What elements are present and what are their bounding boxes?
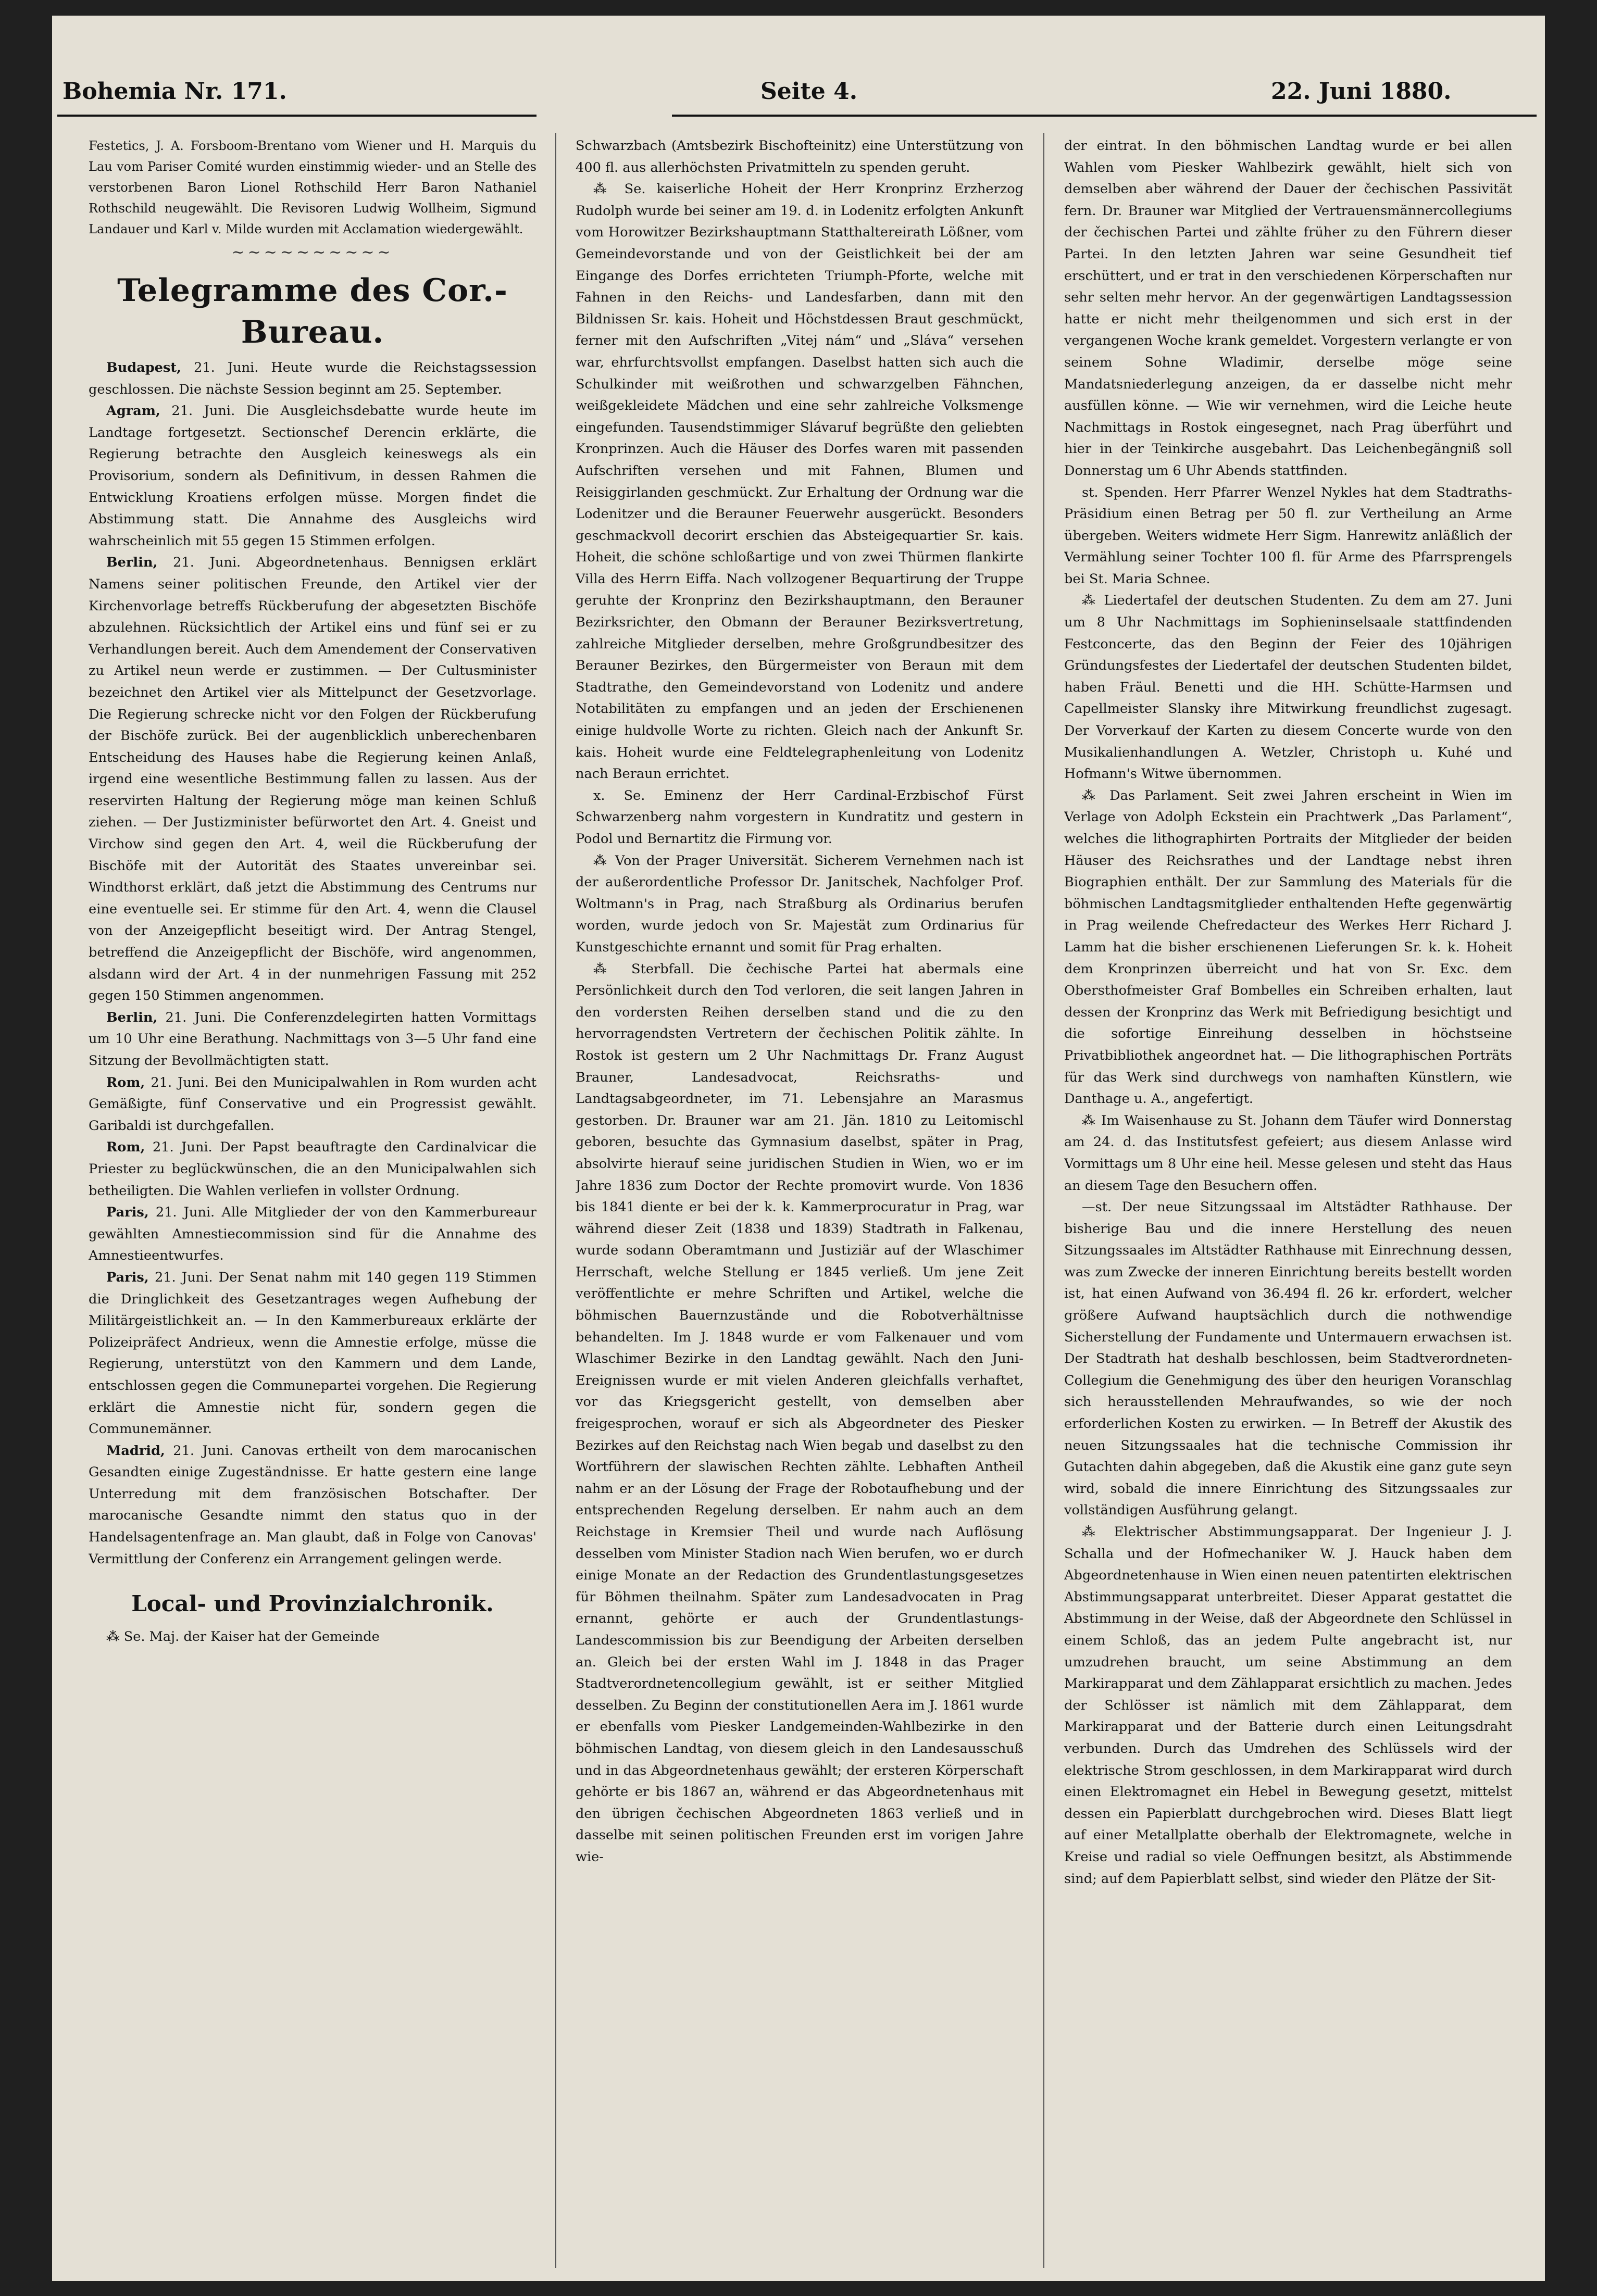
column-1 bbox=[89, 135, 537, 2260]
column-2 bbox=[576, 135, 1024, 2260]
local-item-continuation: Schwarzbach (Amtsbezirk Bischofteinitz) eine Unterstützung von 400 fl. aus allerhöchsten Privatmitteln zu spenden geruht. bbox=[576, 138, 1024, 175]
local-chronicle-heading: Local- und Provinzialchronik. bbox=[131, 1591, 494, 1617]
column-3 bbox=[1064, 135, 1512, 2260]
telegram-madrid bbox=[89, 1440, 537, 1571]
article-continuation: Festetics, J. A. Forsboom-Brentano vom Wiener und H. Marquis du Lau vom Pariser Comité wurden einstimmig wieder- und an Stelle des verstorbenen Baron Lionel Rothschild Herr Baron Nathaniel Rothschild neugewählt. Die Revisoren Ludwig Wollheim, Sigmund Landauer und Karl v. Milde wurden mit Acclamation wiedergewählt. bbox=[89, 139, 537, 236]
local-item-student-choir: ⁂ Liedertafel der deutschen Studenten. Zu dem am 27. Juni um 8 Uhr Nachmittags im Sophieninselsaale stattfindenden Festconcerte, das den Beginn der Feier des 10jährigen Gründungsfestes der Liedertafel der deutschen Studenten bildet, haben Fräul. Benetti und die HH. Schütte-Harmsen und Capellmeister Slansky ihre Mitwirkung freundlichst zugesagt. Der Vorverkauf der Karten zu diesem Concerte wurde von den Musikalienhandlungen A. Wetzler, Christoph u. Kuhé und Hofmann's Witwe übernommen. bbox=[1064, 593, 1512, 782]
dateline: Rom, bbox=[106, 1074, 145, 1090]
local-item-emperor: ⁂ Se. Maj. der Kaiser hat der Gemeinde bbox=[106, 1629, 380, 1645]
telegram-text: 21. Juni. Die Conferenzdelegirten hatten Vormittags um 10 Uhr eine Berathung. Nachmittags von 3—5 Uhr fand eine Sitzung der Bevollmächtigten statt. bbox=[89, 1009, 537, 1069]
telegram-text: 21. Juni. Heute wurde die Reichstagssession geschlossen. Die nächste Session beginnt am 25. September. bbox=[89, 360, 537, 397]
telegram-text: 21. Juni. Bei den Municipalwahlen in Rom wurden acht Gemäßigte, fünf Conservative und ein Progressist gewählt. Garibaldi ist durchgefallen. bbox=[89, 1074, 537, 1134]
telegram-budapest bbox=[89, 357, 537, 400]
local-item-town-hall: —st. Der neue Sitzungssaal im Altstädter Rathhause. Der bisherige Bau und die innere Herstellung des neuen Sitzungssaales im Altstädter Rathhause mit Einrechnung dessen, was zum Zwecke der inneren Einrichtung bereits bestellt worden ist, hat einen Aufwand von 36.494 fl. 26 kr. erfordert, welcher größere Aufwand hauptsächlich durch die nothwendige Sicherstellung der Fundamente und Untermauern erwachsen ist. Der Stadtrath hat deshalb beschlossen, beim Stadtverordneten-Collegium die Genehmigung des über den heurigen Voranschlag sich herausstellenden Mehraufwandes, so wie der noch erforderlichen Kosten zu erwirken. — In Betreff der Akustik des neuen Sitzungssaales hat die technische Commission ihr Gutachten dahin abgegeben, daß die Akustik eine ganz gute seyn wird, sobald die innere Einrichtung des Sitzungssaales zur vollständigen Ausführung gelangt. bbox=[1064, 1199, 1512, 1519]
issue-date: 22. Juni 1880. bbox=[1271, 78, 1452, 105]
local-item-university: ⁂ Von der Prager Universität. Sicherem Vernehmen nach ist der außerordentliche Professor Dr. Janitschek, Nachfolger Prof. Woltmann's in Prag, nach Straßburg als Ordinarius berufen worden, wurde jedoch von Sr. Majestät zum Ordinarius für Kunstgeschichte ernannt und somit für Prag erhalten. bbox=[576, 852, 1024, 955]
local-item-obituary: ⁂ Sterbfall. Die čechische Partei hat abermals eine Persönlichkeit durch den Tod verloren, die seit langen Jahren in den vordersten Reihen derselben stand und die zu den hervorragendsten Vertretern der čechischen Politik zählte. In Rostok ist gestern um 2 Uhr Nachmittags Dr. Franz August Brauner, Landesadvocat, Reichsraths- und Landtagsabgeordneter, im 71. Lebensjahre an Marasmus gestorben. Dr. Brauner war am 21. Jän. 1810 zu Leitomischl geboren, besuchte das Gymnasium daselbst, später in Prag, absolvirte hierauf seine juridischen Studien in Wien, wo er im Jahre 1836 zum Doctor der Rechte promovirt wurde. Von 1836 bis 1841 diente er bei der k. k. Kammerprocuratur in Prag, war während dieser Zeit (1838 und 1839) Stadtrath in Falkenau, wurde sodann Oberamtmann und Justiziär auf der Wlaschimer Herrschaft, welche Stellung er 1845 verließ. Um jene Zeit veröffentlichte er mehre Schriften und Artikel, welche die böhmischen Bauernzustände und die Robotverhältnisse behandelten. Im J. 1848 wurde er vom Falkenauer und vom Wlaschimer Bezirke in den Landtag gewählt. Nach den Juni-Ereignissen wurde er mit vielen Anderen gleichfalls verhaftet, vor das Kriegsgericht gestellt, von demselben aber freigesprochen, worauf er sich als Abgeordneter des Piesker Bezirkes auf den Reichstag nach Wien begab und daselbst zu den Wortführern der slawischen Rechten zählte. Lebhaften Antheil nahm er an der Lösung der Frage der Robotaufhebung und der entsprechenden Regelung derselben. Er nahm auch an dem Reichstage in Kremsier Theil und wurde nach Auflösung desselben vom Minister Stadion nach Wien berufen, wo er durch einige Monate an der Redaction des Grundentlastungsgesetzes für Böhmen theilnahm. Später zum Landesadvocaten in Prag ernannt, gehörte er auch der Grundentlastungs-Landescommission bis zur Beendigung der Arbeiten derselben an. Gleich bei der ersten Wahl im J. 1848 in das Prager Stadtverordnetencollegium gewählt, ist er seither Mitglied desselben. Zu Beginn der constitutionellen Aera im J. 1861 wurde er ebenfalls vom Piesker Landgemeinden-Wahlbezirke in den böhmischen Landtag, von diesem gleich in den Landesausschuß und in das Abgeordnetenhaus gewählt; der ersteren Körperschaft gehörte er bis 1867 an, während er das Abgeordnetenhaus mit den übrigen čechischen Abgeordneten 1863 verließ und in dasselbe mit seinen politischen Freunden erst im vorigen Jahre wie- bbox=[576, 961, 1024, 1865]
local-item-donations: st. Spenden. Herr Pfarrer Wenzel Nykles hat dem Stadtraths-Präsidium einen Betrag per 50 fl. zur Vertheilung an Arme übergeben. Weiters widmete Herr Sigm. Hanrewitz anläßlich der Vermählung seiner Tochter 100 fl. für Arme des Pfarrsprengels bei St. Maria Schnee. bbox=[1064, 484, 1512, 587]
dateline: Paris, bbox=[106, 1205, 149, 1221]
newspaper-page bbox=[52, 16, 1545, 2281]
telegram-berlin-1 bbox=[89, 552, 537, 1007]
local-item-crown-prince: ⁂ Se. kaiserliche Hoheit der Herr Kronprinz Erzherzog Rudolph wurde bei seiner am 19. d. in Lodenitz erfolgten Ankunft vom Horowitzer Bezirkshauptmann Statthaltereirath Lößner, vom Gemeindevorstande und von der Geistlichkeit bei der am Eingange des Dorfes errichteten Triumph-Pforte, welche mit Fahnen in den Reichs- und Landesfarben, dann mit den Bildnissen Sr. kais. Hoheit und Höchstdessen Braut geschmückt, ferner mit den Aufschriften „Vitej nám“ und „Sláva“ versehen war, ehrfurchtsvollst empfangen. Daselbst hatten sich auch die Schulkinder mit weißrothen und schwarzgelben Fähnchen, weißgekleidete Mädchen und eine sehr zahlreiche Volksmenge eingefunden. Tausendstimmiger Slávaruf begrüßte den geliebten Kronprinzen. Auch die Häuser des Dorfes waren mit passenden Aufschriften versehen und mit Fahnen, Blumen und Reisiggirlanden geschmückt. Zur Erhaltung der Ordnung war die Lodenitzer und die Berauner Feuerwehr ausgerückt. Besonders geschmackvoll decorirt erschien das Absteigequartier Sr. kais. Hoheit, die schöne schloßartige und von zwei Thürmen flankirte Villa des Herrn Eiffa. Nach vollzogener Bequartirung der Truppe geruhte der Kronprinz den Bezirkshauptmann, den Berauner Bezirksrichter, den Obmann der Berauner Bezirksvertretung, zahlreiche Mitglieder derselben, mehre Großgrundbesitzer des Berauner Bezirkes, den Bürgermeister von Beraun mit dem Stadtrathe, den Gemeindevorstand von Lodenitz und andere Notabilitäten zu empfangen und an jeden der Erschienenen einige huldvolle Worte zu richten. Gleich nach der Ankunft Sr. kais. Hoheit wurde eine Feldtelegraphenleitung von Lodenitz nach Beraun errichtet. bbox=[576, 181, 1024, 782]
telegram-paris-1 bbox=[89, 1202, 537, 1267]
dateline: Berlin, bbox=[106, 1009, 158, 1025]
page-number: Seite 4. bbox=[760, 78, 858, 105]
column-divider-1 bbox=[555, 133, 556, 2268]
local-item-parliament-book: ⁂ Das Parlament. Seit zwei Jahren erscheint in Wien im Verlage von Adolph Eckstein ein Prachtwerk „Das Parlament“, welches die lithographirten Portraits der Mitglieder der beiden Häuser des Reichsrathes und der Landtage nebst ihren Biographien enthält. Der zur Sammlung des Materials für die böhmischen Landtagsmitglieder enthaltenden Hefte gegenwärtig in Prag weilende Chefredacteur des Werkes Herr Richard J. Lamm hat die bisher erschienenen Lieferungen Sr. k. k. Hoheit dem Kronprinzen überreicht und hat von Sr. Exc. dem Obersthofmeister Graf Bombelles ein Schreiben erhalten, laut dessen der Kronprinz das Werk mit Befriedigung besichtigt und die sofortige Einreihung desselben in höchstseine Privatbibliothek angeordnet hat. — Die lithographischen Porträts für das Werk sind durchwegs von namhaften Künstlern, wie Danthage u. A., angefertigt. bbox=[1064, 787, 1512, 1107]
header-rule-right bbox=[672, 115, 1537, 117]
telegram-rom-1 bbox=[89, 1072, 537, 1137]
telegram-agram bbox=[89, 400, 537, 552]
dateline: Agram, bbox=[106, 403, 160, 419]
telegram-text: 21. Juni. Alle Mitglieder der von den Kammerbureaur gewählten Amnestiecommission sind für die Annahme des Amnestieentwurfes. bbox=[89, 1205, 537, 1264]
dateline: Rom, bbox=[106, 1139, 145, 1156]
local-item-voting-apparatus: ⁂ Elektrischer Abstimmungsapparat. Der Ingenieur J. J. Schalla und der Hofmechaniker W. J. Hauck haben dem Abgeordnetenhause in Wien einen neuen patentirten elektrischen Abstimmungsapparat unterbreitet. Dieser Apparat gestattet die Abstimmung in der Weise, daß der Abgeordnete den Schlüssel in einem Schloß, das an jedem Pulte angebracht ist, nur umzudrehen braucht, um seine Abstimmung an dem Markirapparat und dem Zählapparat ersichtlich zu machen. Jedes der Schlösser ist nämlich mit dem Zählapparat, dem Markirapparat und der Batterie durch einen Leitungsdraht verbunden. Durch das Umdrehen des Schlüssels wird der elektrische Strom geschlossen, in dem Markirapparat wird durch einen Elektromagnet ein Hebel in Bewegung gesetzt, mittelst dessen ein Papierblatt durchgebrochen wird. Dieses Blatt liegt auf einer Metallplatte oberhalb der Elektromagnete, welche in Kreise und radial so viele Oeffnungen besitzt, als Abstimmende sind; auf dem Papierblatt selbst, sind wieder den Plätze der Sit- bbox=[1064, 1524, 1512, 1887]
masthead-left: Bohemia Nr. 171. bbox=[63, 78, 287, 105]
local-item-orphanage: ⁂ Im Waisenhause zu St. Johann dem Täufer wird Donnerstag am 24. d. das Institutsfest gefeiert; aus diesem Anlasse wird Vormittags um 8 Uhr eine heil. Messe gelesen und steht das Haus an diesem Tage den Besuchern offen. bbox=[1064, 1112, 1512, 1194]
dateline: Budapest, bbox=[106, 360, 182, 375]
dateline: Madrid, bbox=[106, 1442, 165, 1459]
header-rule-left bbox=[57, 115, 537, 117]
telegram-text: 21. Juni. Abgeordnetenhaus. Bennigsen erklärt Namens seiner politischen Freunde, den Artikel vier der Kirchenvorlage betreffs Rückberufung der abgesetzten Bischöfe abzulehnen. Rücksichtlich der Artikel eins und fünf sei er zu Verhandlungen bereit. Auch dem Amendement der Conservativen zu Artikel neun werde er zustimmen. — Der Cultusminister bezeichnet den Artikel vier als Mittelpunct der Gesetzvorlage. Die Regierung schrecke nicht vor den Folgen der Rückberufung der Bischöfe zurück. Bei der augenblicklich unberechenbaren Entscheidung des Hauses habe die Regierung keinen Anlaß, irgend eine wesentliche Bestimmung fallen zu lassen. Aus der reservirten Haltung der Regierung möge man keinen Schluß ziehen. — Der Justizminister befürwortet den Art. 4. Gneist und Virchow sind gegen den Art. 4, weil die Rückberufung der Bischöfe mit der Autorität des Staates unvereinbar sei. Windthorst erklärt, daß jetzt die Abstimmung des Centrums nur eine eventuelle sei. Er stimme für den Art. 4, wenn die Clausel von der Anzeigepflicht beseitigt wird. Der Antrag Stengel, betreffend die Anzeigepflicht der Bischöfe, wird angenommen, alsdann wird der Art. 4 in der nunmehrigen Fassung mit 252 gegen 150 Stimmen angenommen. bbox=[89, 555, 537, 1004]
telegram-text: 21. Juni. Die Ausgleichsdebatte wurde heute im Landtage fortgesetzt. Sectionschef Derencin erklärte, die Regierung betrachte den Ausgleich keineswegs als ein Provisorium, sondern als Definitivum, in dessen Rahmen die Entwicklung Kroatiens erfolgen müsse. Morgen findet die Abstimmung statt. Die Annahme des Ausgleichs wird wahrscheinlich mit 55 gegen 15 Stimmen erfolgen. bbox=[89, 403, 537, 549]
telegram-paris-2 bbox=[89, 1267, 537, 1440]
section-flourish: ~~~~~~~~~~ bbox=[231, 243, 394, 261]
telegram-heading: Telegramme des Cor.-Bureau. bbox=[117, 272, 508, 350]
telegram-rom-2 bbox=[89, 1137, 537, 1202]
dateline: Paris, bbox=[106, 1269, 149, 1285]
telegram-text: 21. Juni. Der Papst beauftragte den Cardinalvicar die Priester zu beglückwünschen, die an den Municipalwahlen sich betheiligten. Die Wahlen verliefen in vollster Ordnung. bbox=[89, 1139, 537, 1199]
telegram-text: 21. Juni. Der Senat nahm mit 140 gegen 119 Stimmen die Dringlichkeit des Gesetzantrages wegen Aufhebung der Militärgeistlichkeit an. — In den Kammerbureaux erklärte der Polizeipräfect Andrieux, wenn die Amnestie erfolge, müsse die Regierung, unterstützt von den Kammern und dem Lande, entschlossen gegen die Communepartei vorgehen. Die Regierung erklärt die Amnestie nicht für, sondern gegen die Communemänner. bbox=[89, 1269, 537, 1437]
telegram-text: 21. Juni. Canovas ertheilt von dem marocanischen Gesandten einige Zugeständnisse. Er hatte gestern eine lange Unterredung mit dem französischen Botschafter. Der marocanische Gesandte nimmt den status quo in der Handelsagentenfrage an. Man glaubt, daß in Folge von Canovas' Vermittlung der Conferenz ein Arrangement gelingen werde. bbox=[89, 1442, 537, 1567]
dateline: Berlin, bbox=[106, 555, 158, 571]
column-divider-2 bbox=[1043, 133, 1044, 2268]
local-item-cardinal: x. Se. Eminenz der Herr Cardinal-Erzbischof Fürst Schwarzenberg nahm vorgestern in Kundratitz und gestern in Podol und Bernartitz die Firmung vor. bbox=[576, 787, 1024, 847]
obituary-continuation: der eintrat. In den böhmischen Landtag wurde er bei allen Wahlen vom Piesker Wahlbezirk gewählt, hielt sich von demselben aber während der Dauer der čechischen Passivität fern. Dr. Brauner war Mitglied der Vertrauensmännercollegiums der čechischen Partei und zählte früher zu den Führern dieser Partei. In den letzten Jahren war seine Gesundheit tief erschüttert, und er trat in den verschiedenen Körperschaften nur sehr selten mehr hervor. An der gegenwärtigen Landtagssession hatte er nicht mehr theilgenommen und sich erst in der vergangenen Woche krank gemeldet. Vorgestern verlangte er von seinem Sohne Wladimir, derselbe möge seine Mandatsniederlegung anzeigen, da er dasselbe nicht mehr ausfüllen könne. — Wie wir vernehmen, wird die Leiche heute Nachmittags in Rostok eingesegnet, nach Prag überführt und hier in der Teinkirche ausgebahrt. Das Leichenbegängniß soll Donnerstag um 6 Uhr Abends stattfinden. bbox=[1064, 138, 1512, 479]
telegram-berlin-2 bbox=[89, 1007, 537, 1072]
